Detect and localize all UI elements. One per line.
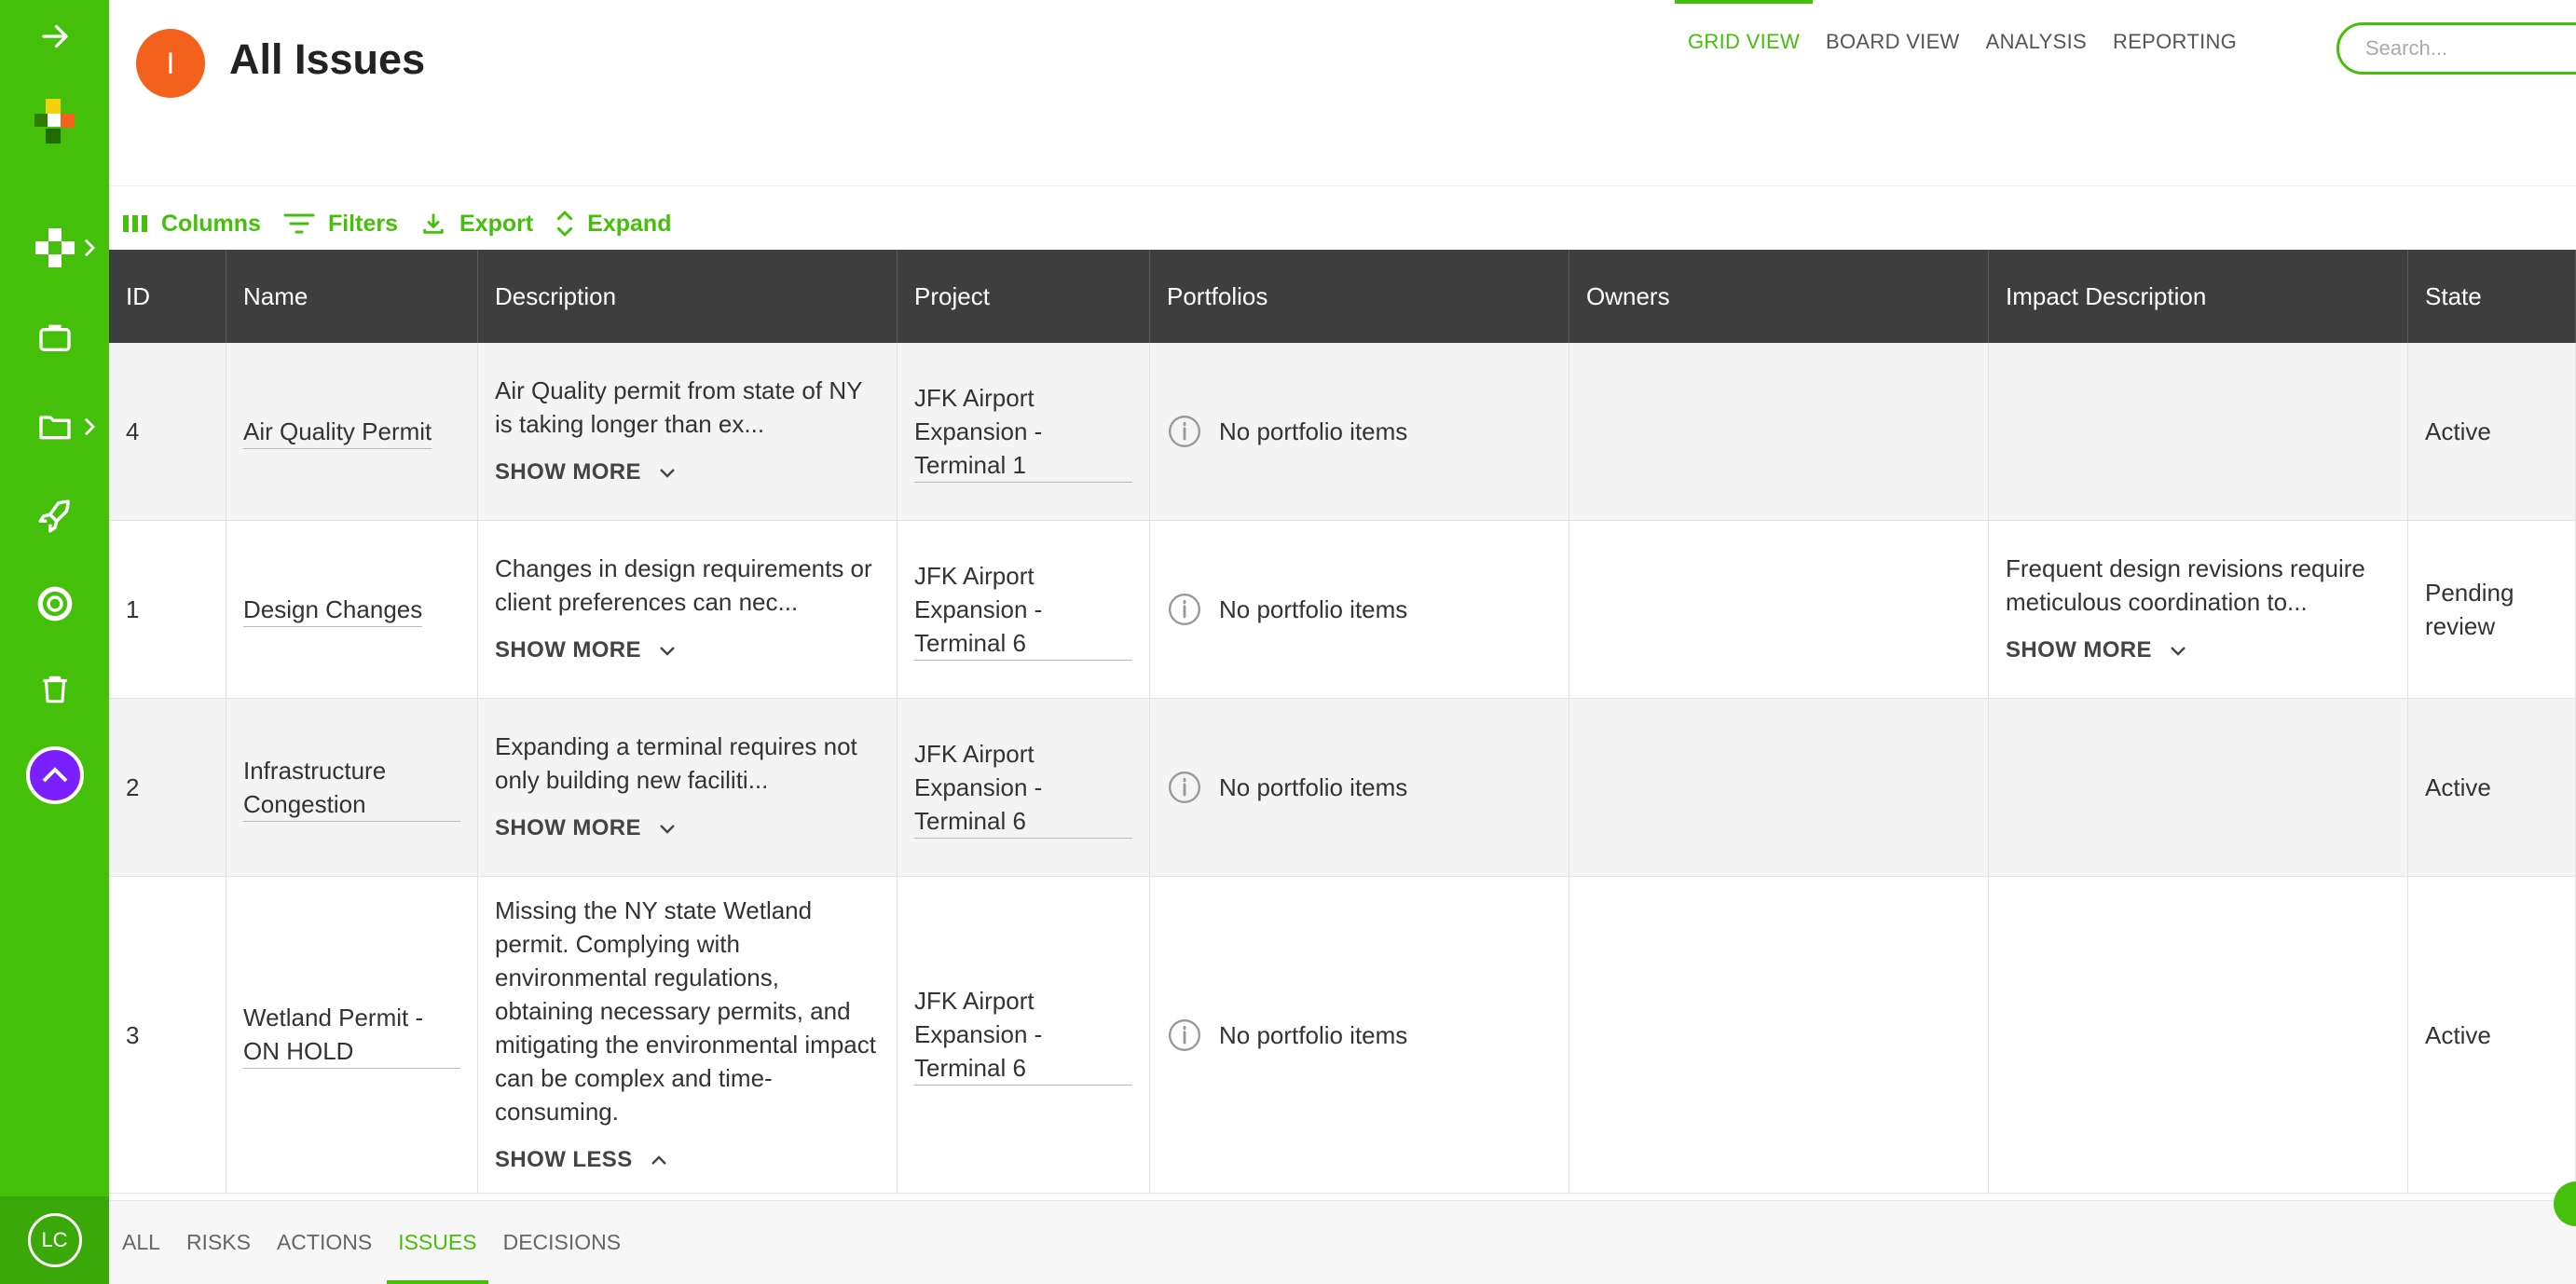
description-text: Expanding a terminal requires not only building new faciliti... — [495, 732, 857, 794]
trash-icon — [37, 671, 73, 708]
show-more-label: SHOW MORE — [495, 459, 641, 485]
cell-id: 1 — [109, 521, 226, 698]
cell-owners — [1569, 699, 1989, 876]
portfolio-empty-text: No portfolio items — [1219, 595, 1408, 623]
page-title: All Issues — [229, 35, 426, 83]
column-header-impact-description[interactable]: Impact Description — [1989, 250, 2408, 343]
show-less-label: SHOW LESS — [495, 1146, 633, 1172]
expand-label: Expand — [587, 210, 672, 237]
tab-issues[interactable]: ISSUES — [398, 1201, 476, 1284]
cell-description — [478, 699, 897, 876]
chevron-right-icon — [81, 417, 98, 437]
cell-name — [226, 699, 478, 876]
issue-type-icon: I — [136, 29, 205, 98]
filter-icon — [283, 212, 315, 236]
view-tabs — [1675, 0, 2250, 84]
chevron-up-icon — [650, 1154, 668, 1167]
cell-state: Active — [2408, 699, 2576, 876]
download-icon — [420, 211, 446, 237]
lifebuoy-icon — [35, 584, 75, 623]
portfolio-empty-text: No portfolio items — [1219, 417, 1408, 445]
table-row[interactable] — [109, 877, 2576, 1194]
logo-icon — [34, 91, 76, 153]
show-more-label: SHOW MORE — [495, 637, 641, 662]
cell-state: Pending review — [2408, 521, 2576, 698]
issue-name-link[interactable]: Wetland Permit - ON HOLD — [243, 1001, 460, 1069]
table-row[interactable] — [109, 699, 2576, 877]
table-row[interactable] — [109, 343, 2576, 521]
issues-grid — [109, 250, 2576, 1194]
column-header-description[interactable]: Description — [478, 250, 897, 343]
chevron-down-icon — [2169, 644, 2187, 657]
tab-grid-view[interactable]: GRID VIEW — [1675, 0, 1813, 84]
folder-icon — [35, 408, 75, 445]
sidebar-item-projects[interactable] — [0, 401, 109, 453]
cell-impact-description — [1989, 877, 2408, 1193]
tab-analysis[interactable]: ANALYSIS — [1985, 30, 2087, 53]
export-label: Export — [459, 210, 534, 237]
sidebar-item-modules[interactable] — [0, 222, 109, 274]
chevron-down-icon — [658, 466, 677, 479]
chevron-up-icon — [41, 765, 69, 785]
cell-portfolios — [1150, 877, 1569, 1193]
description-text: Air Quality permit from state of NY is taking longer than ex... — [495, 376, 862, 438]
cell-id: 4 — [109, 343, 226, 520]
portfolio-empty-text: No portfolio items — [1219, 773, 1408, 801]
cell-portfolios — [1150, 521, 1569, 698]
rocket-icon — [35, 497, 75, 536]
tab-risks[interactable]: RISKS — [185, 1230, 251, 1254]
cell-project — [897, 877, 1150, 1193]
sidebar-item-support[interactable] — [0, 578, 109, 630]
cell-description — [478, 343, 897, 520]
cell-portfolios — [1150, 699, 1569, 876]
cell-state: Active — [2408, 877, 2576, 1193]
cell-owners — [1569, 343, 1989, 520]
filters-label: Filters — [327, 210, 398, 237]
record-type-tabs — [109, 1200, 2576, 1284]
description-text: Changes in design requirements or client preferences can nec... — [495, 554, 872, 616]
show-more-button[interactable] — [495, 812, 677, 845]
info-icon — [1167, 1018, 1202, 1053]
sidebar-item-portfolios[interactable] — [0, 311, 109, 363]
cell-project — [897, 521, 1150, 698]
puzzle-icon — [34, 227, 75, 268]
info-icon — [1167, 770, 1202, 805]
column-header-project[interactable]: Project — [897, 250, 1150, 343]
cell-project — [897, 343, 1150, 520]
search-input[interactable] — [2365, 36, 2576, 61]
issue-name-link[interactable]: Design Changes — [243, 593, 422, 627]
cell-portfolios — [1150, 343, 1569, 520]
expand-button[interactable] — [555, 209, 671, 239]
expand-sidebar-button[interactable] — [0, 13, 109, 60]
expand-icon — [555, 209, 574, 239]
column-header-state[interactable]: State — [2408, 250, 2576, 343]
portfolio-empty-text: No portfolio items — [1219, 1020, 1408, 1049]
page-header — [109, 0, 2576, 186]
scroll-up-circle — [26, 746, 84, 804]
arrow-right-icon — [38, 20, 72, 53]
show-more-button[interactable] — [2006, 634, 2187, 667]
chevron-right-icon — [81, 238, 98, 258]
grid-toolbar — [109, 196, 693, 252]
column-header-portfolios[interactable]: Portfolios — [1150, 250, 1569, 343]
project-link[interactable]: JFK Airport Expansion - Terminal 6 — [914, 984, 1132, 1086]
project-link[interactable]: JFK Airport Expansion - Terminal 6 — [914, 559, 1132, 661]
info-icon — [1167, 592, 1202, 627]
filters-button[interactable] — [283, 211, 398, 238]
description-text: Missing the NY state Wetland permit. Complying with environmental regulations, obtaining necessary permits, and mitigating the environmental impact can be complex and time-consuming. — [495, 895, 876, 1126]
export-button[interactable] — [420, 211, 533, 238]
cell-owners — [1569, 521, 1989, 698]
user-avatar[interactable]: LC — [28, 1213, 82, 1267]
issue-name-link[interactable]: Air Quality Permit — [243, 415, 432, 449]
column-header-owners[interactable]: Owners — [1569, 250, 1989, 343]
cell-impact-description — [1989, 699, 2408, 876]
column-header-id[interactable]: ID — [109, 250, 226, 343]
sidebar-item-launch[interactable] — [0, 490, 109, 542]
cell-id: 3 — [109, 877, 226, 1193]
cell-id: 2 — [109, 699, 226, 876]
cell-state: Active — [2408, 343, 2576, 520]
sidebar-item-trash[interactable] — [0, 663, 109, 716]
tab-decisions[interactable]: DECISIONS — [502, 1230, 622, 1254]
search-box — [2336, 22, 2576, 75]
show-more-button[interactable] — [495, 634, 677, 667]
sidebar — [0, 0, 109, 1284]
columns-icon — [122, 213, 148, 234]
show-more-button[interactable] — [495, 456, 677, 489]
chevron-down-icon — [658, 822, 677, 835]
project-link[interactable]: JFK Airport Expansion - Terminal 6 — [914, 737, 1132, 839]
impact-text: Frequent design revisions require meticulous coordination to... — [2006, 554, 2365, 616]
chevron-down-icon — [658, 644, 677, 657]
cell-name — [226, 343, 478, 520]
show-more-label: SHOW MORE — [495, 815, 641, 840]
columns-button[interactable] — [122, 211, 261, 238]
cell-description — [478, 521, 897, 698]
app-logo[interactable] — [0, 89, 109, 155]
scroll-up-button[interactable] — [0, 745, 109, 805]
table-row[interactable] — [109, 521, 2576, 699]
cell-name — [226, 877, 478, 1193]
grid-header-row — [109, 250, 2576, 343]
cell-owners — [1569, 877, 1989, 1193]
sidebar-footer — [0, 1196, 109, 1284]
project-link[interactable]: JFK Airport Expansion - Terminal 1 — [914, 381, 1132, 483]
column-header-name[interactable]: Name — [226, 250, 478, 343]
cell-impact-description — [1989, 521, 2408, 698]
tab-reporting[interactable]: REPORTING — [2113, 30, 2238, 53]
briefcase-icon — [36, 319, 74, 356]
tab-all[interactable]: ALL — [122, 1230, 160, 1254]
show-less-button[interactable] — [495, 1143, 668, 1177]
columns-label: Columns — [161, 210, 261, 237]
issue-name-link[interactable]: Infrastructure Congestion — [243, 754, 460, 822]
cell-name — [226, 521, 478, 698]
cell-project — [897, 699, 1150, 876]
info-icon — [1167, 414, 1202, 449]
cell-description — [478, 877, 897, 1193]
tab-actions[interactable]: ACTIONS — [276, 1230, 373, 1254]
show-more-label: SHOW MORE — [2006, 637, 2152, 662]
cell-impact-description — [1989, 343, 2408, 520]
tab-board-view[interactable]: BOARD VIEW — [1826, 30, 1960, 53]
